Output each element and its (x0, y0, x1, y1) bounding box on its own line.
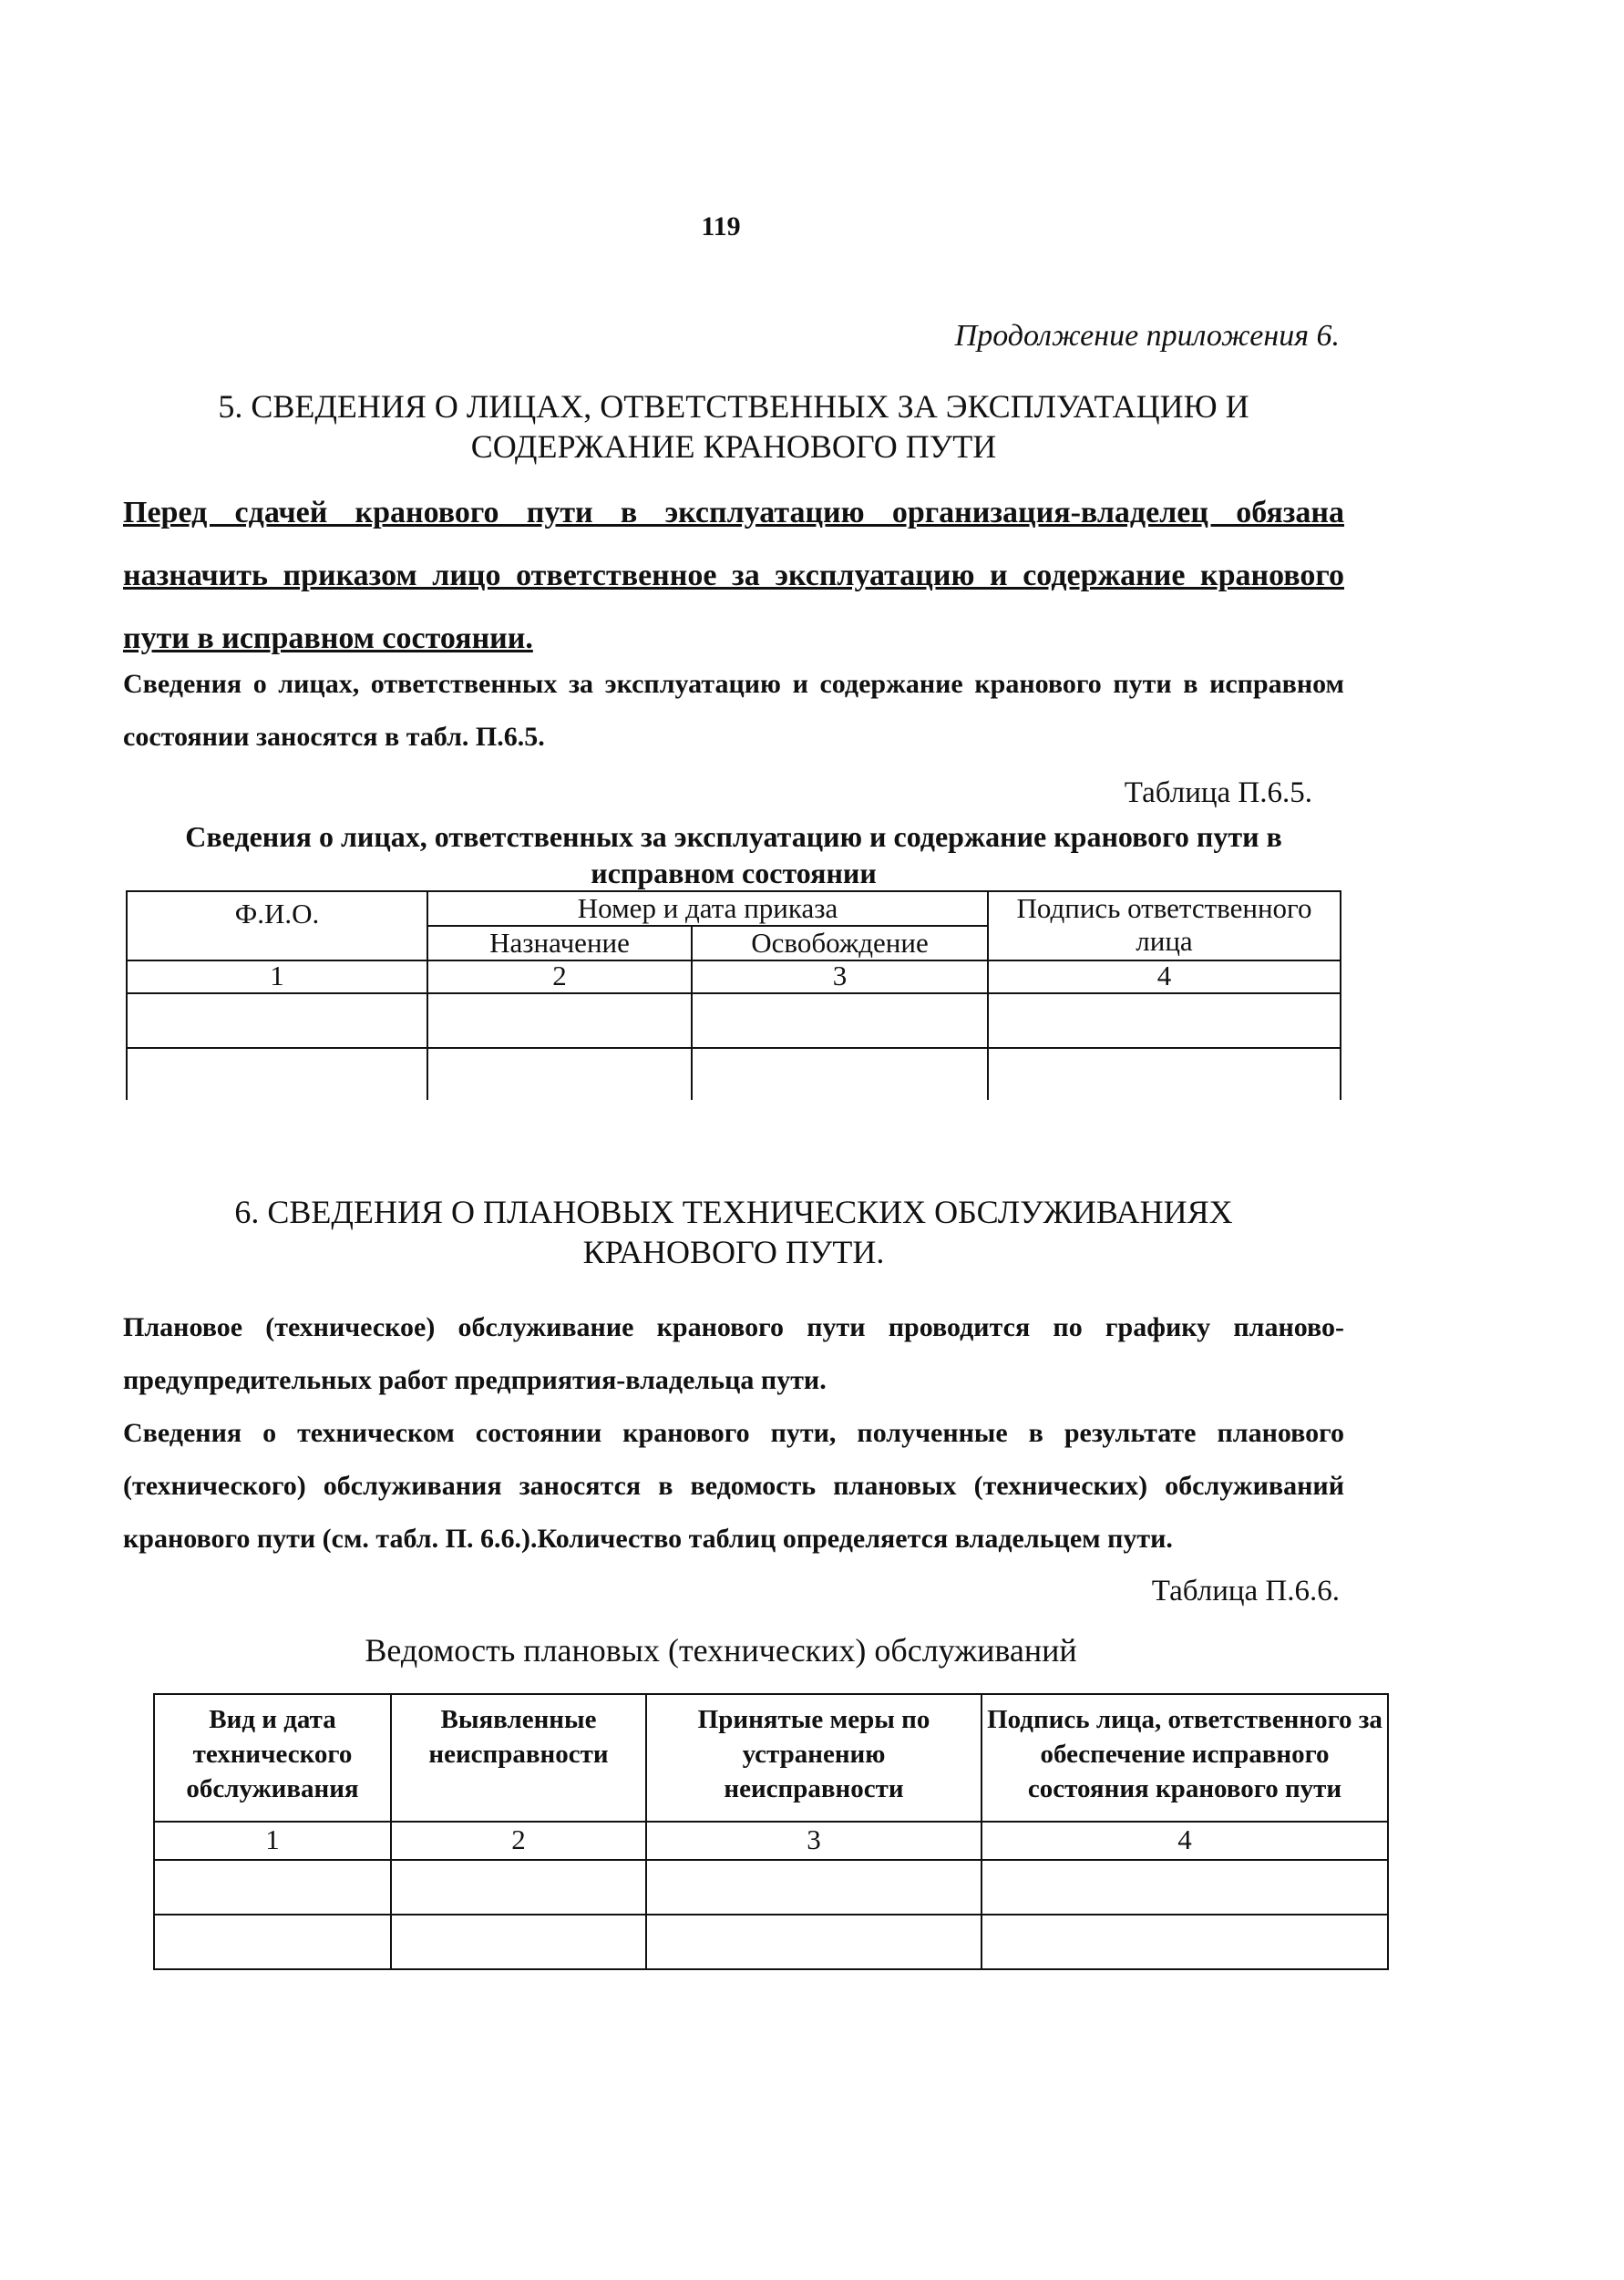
table-cell (127, 993, 427, 1048)
table-p65-col-release: Освобождение (692, 926, 988, 960)
continuation-note: Продолжение приложения 6. (954, 319, 1340, 353)
table-p65-number-row (127, 960, 1341, 993)
table-cell (692, 993, 988, 1048)
section6-heading-line2: КРАНОВОГО ПУТИ. (582, 1234, 885, 1270)
section5-heading-line2: СОДЕРЖАНИЕ КРАНОВОГО ПУТИ (470, 428, 997, 465)
table-p66-title: Ведомость плановых (технических) обслуживаний (365, 1632, 1077, 1669)
table-row (127, 993, 1341, 1048)
section6-paragraphs (123, 1301, 1344, 1566)
table-cell (427, 993, 692, 1048)
table-p66 (153, 1693, 1389, 1970)
table-p65-col-fio: Ф.И.О. (127, 891, 427, 960)
table-row (127, 1048, 1341, 1100)
table-row (154, 1860, 1388, 1915)
table-cell (988, 993, 1341, 1048)
table-p65-title: Сведения о лицах, ответственных за эксплуатацию и содержание кранового пути в исправном состоянии (185, 820, 1282, 889)
table-p66-col-measures: Принятые меры по устранению неисправности (646, 1694, 982, 1822)
section6-heading-line1: 6. СВЕДЕНИЯ О ПЛАНОВЫХ ТЕХНИЧЕСКИХ ОБСЛУЖИВАНИЯХ (234, 1194, 1233, 1230)
table-cell (988, 1048, 1341, 1100)
section5-underlined-paragraph: Перед сдачей кранового пути в эксплуатацию организация-владелец обязана назначить приказом лицо ответственное за эксплуатацию и содержание кранового пути в исправном состоянии. (123, 496, 1344, 655)
table-cell: 1 (154, 1822, 391, 1860)
section6-heading (118, 1192, 1349, 1272)
section6-paragraph1: Плановое (техническое) обслуживание кранового пути проводится по графику планово-предупредительных работ предприятия-владельца пути. (123, 1312, 1344, 1395)
table-p66-label: Таблица П.6.6. (1151, 1575, 1340, 1607)
table-cell (427, 1048, 692, 1100)
table-cell: 1 (127, 960, 427, 993)
section6-paragraph2: Сведения о техническом состоянии кранового пути, полученные в результате планового (технического) обслуживания заносятся в ведомость плановых (технических) обслуживаний кранового пути (см. табл. П. 6.6.).Количество таблиц определяется владельцем пути. (123, 1418, 1344, 1554)
table-cell (646, 1860, 982, 1915)
table-p65-col-signature: Подпись ответственного лица (988, 891, 1341, 960)
table-cell: 3 (692, 960, 988, 993)
table-cell (391, 1915, 646, 1969)
section5-heading (118, 386, 1349, 467)
table-p65-col-order: Номер и дата приказа (427, 891, 988, 926)
table-p66-col-signature: Подпись лица, ответственного за обеспечение исправного состояния кранового пути (982, 1694, 1388, 1822)
table-p66-col-defects: Выявленные неисправности (391, 1694, 646, 1822)
table-p66-number-row (154, 1822, 1388, 1860)
table-cell: 3 (646, 1822, 982, 1860)
table-p66-header-row (154, 1694, 1388, 1822)
table-cell (154, 1915, 391, 1969)
table-cell (154, 1860, 391, 1915)
table-cell (646, 1915, 982, 1969)
section5-heading-line1: 5. СВЕДЕНИЯ О ЛИЦАХ, ОТВЕТСТВЕННЫХ ЗА ЭКСПЛУАТАЦИЮ И (218, 388, 1249, 425)
table-cell (692, 1048, 988, 1100)
table-cell: 2 (427, 960, 692, 993)
table-cell (391, 1860, 646, 1915)
table-cell (982, 1915, 1388, 1969)
table-cell: 4 (988, 960, 1341, 993)
section5-paragraph: Сведения о лицах, ответственных за эксплуатацию и содержание кранового пути в исправном состоянии заносятся в табл. П.6.5. (123, 669, 1344, 752)
table-cell (127, 1048, 427, 1100)
table-p65-header-row1 (127, 891, 1341, 926)
page-number: 119 (701, 211, 741, 241)
table-p65 (126, 890, 1341, 1100)
table-p65-col-appointment: Назначение (427, 926, 692, 960)
table-cell: 2 (391, 1822, 646, 1860)
table-cell: 4 (982, 1822, 1388, 1860)
table-p65-label: Таблица П.6.5. (1124, 776, 1312, 809)
table-row (154, 1915, 1388, 1969)
table-p66-col-type-date: Вид и дата технического обслуживания (154, 1694, 391, 1822)
table-cell (982, 1860, 1388, 1915)
